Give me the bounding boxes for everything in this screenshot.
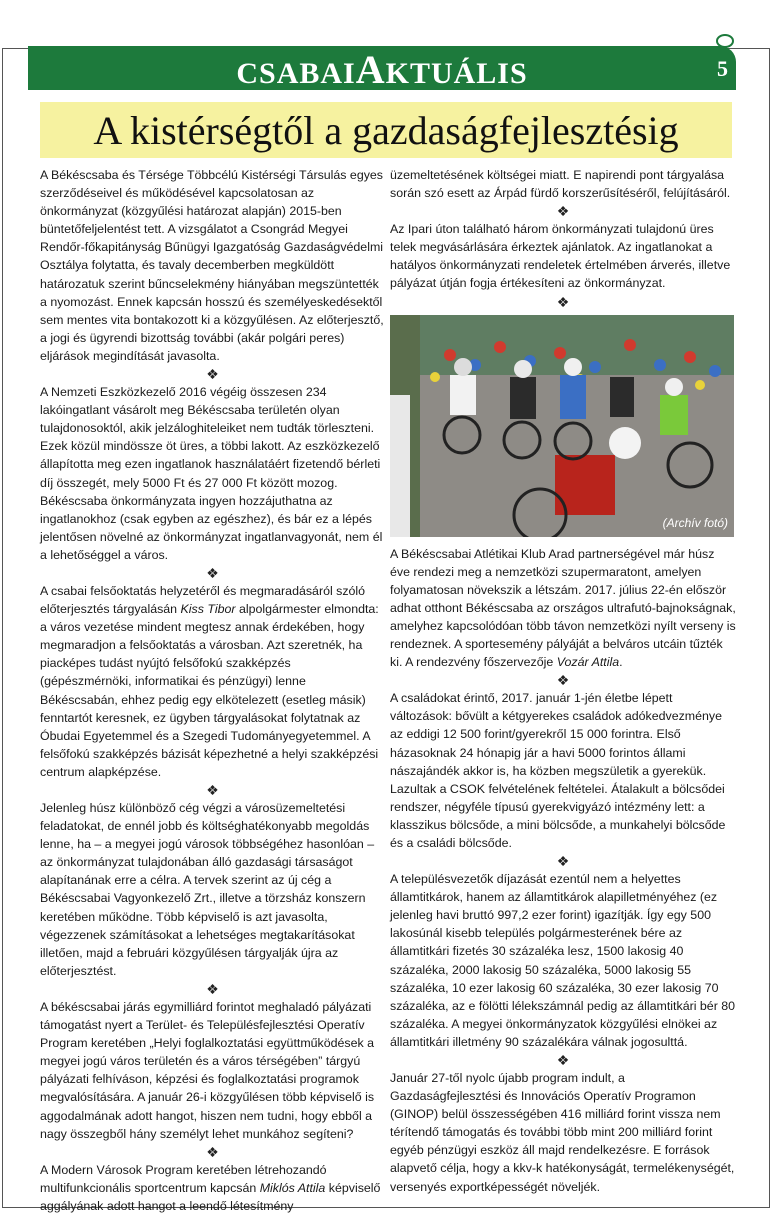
separator-icon: ❖ (206, 980, 219, 997)
brand-initial: A (355, 47, 386, 92)
paragraph-text: alpolgármester elmondta: a város vezetése mindent megtesz annak érdekében, hogy megmaradjon a felsőoktatás a városban. Azt szeretnék, ha piacképes tudást nyújtó felsőfokú szakképzés (gépészmérnöki, informatikai és pénzügyi) lenne Békéscsabán, ehhez pedig egy elkötelezett (esetleg másik) fenntartót keresnek, ez ügyben tárgyalásokat folytatnak az Óbudai Egyetemmel és a Szegedi Tudományegyetemmel. A felsőfokú szakképzés bázisát képezhetné a helyi szakképzési centrum alapképzése. (40, 602, 379, 779)
paragraph (40, 582, 385, 781)
separator-icon: ❖ (556, 1052, 570, 1068)
page-number: 5 (717, 56, 728, 81)
paragraph: Az Ipari úton található három önkormányzati tulajdonú üres telek megvásárlására érkeztek ajánlatok. Az ingatlanokat a hatályos önkormányzati rendeletek értelmében árverés, illetve pályázat útján fogja értékesíteni az önkormányzat. (390, 222, 731, 291)
publication-title (28, 48, 736, 96)
headline: A kistérségtől a gazdaságfejlesztésig (93, 108, 679, 153)
photo-caption: (Archív fotó) (662, 516, 728, 531)
brand-part2: KTUÁLIS (385, 57, 528, 90)
separator-icon: ❖ (206, 366, 219, 383)
paragraph: A településvezetők díjazását ezentúl nem a helyettes államtitkárok, hanem az államtitkárok alapilletményéhez (ez jelenleg havi bruttó 997,2 ezer forint) igazítják. Így egy 500 lakosúnál kisebb település polgármesterének bére az államtitkári fizetés 30 százaléka lesz, 1500 lakosig 40 százaléka, 2000 lakosig 50 százaléka, 5000 lakosig 55 százaléka, 10 ezer lakosig 60 százaléka, 30 ezer lakosig 70 százaléka, az e fölötti lélekszámnál pedig az államtitkári bér 80 százaléka. A megyei önkormányzatok közgyűlési elnökei az államtitkári illetmény 90 százalékára válnak jogosulttá. (390, 872, 736, 1049)
paragraph: Január 27-től nyolc újabb program indult, a Gazdaságfejlesztési és Innovációs Operatív Programon (GINOP) belül összességében 416 milliárd forint vissza nem térítendő támogatás és további több mint 200 milliárd forint egyéb pénzügyi eszköz áll majd rendelkezésre. E források alapvető célja, hogy a kkv-k hatékonyságát, termelékenységét, versenyés exportképességét növeljék. (390, 1071, 735, 1194)
right-column (390, 166, 736, 1196)
cyclists-photo (390, 315, 734, 537)
separator-icon: ❖ (556, 672, 570, 689)
paragraph: üzemeltetésének költségei miatt. E napirendi pont tárgyalása során szó esett az Árpád fürdő korszerűsítéséről, felújításáról. (390, 168, 731, 201)
separator-icon: ❖ (206, 564, 219, 581)
photo-illustration (390, 315, 734, 537)
separator-icon: ❖ (556, 853, 570, 870)
paragraph-text: A Modern Városok Program keretében létrehozandó multifunkcionális sportcentrum kapcsán (40, 1162, 327, 1195)
paragraph: A Nemzeti Eszközkezelő 2016 végéig összesen 234 lakóingatlant vásárolt meg Békéscsaba területén olyan tulajdonosoktól, akik jelzáloghiteleiket nem tudták törleszteni. Ezek közül mindössze öt üres, a többi lakott. Az eszközkezelő állapította meg ezen ingatlanok használatáért fizetendő bérleti díj összegét, mely 5000 Ft és 27 000 Ft között mozog. Békéscsaba önkormányzata ingyen hozzájuthatna az ingatlanokhoz (csak egyben az egészhez), és bár ez a lépés jelentősen növelné az önkormányzat ingatlanvagyonát, nem él a lehetőséggel a város. (40, 385, 383, 562)
paragraph (390, 545, 736, 672)
paragraph-text: A csabai felsőoktatás helyzetéről és megmaradásáról szóló előterjesztés tárgyalásán (40, 583, 366, 617)
separator-icon: ❖ (206, 782, 219, 798)
paragraph-text: . (619, 655, 623, 670)
paragraph: Jelenleg húsz különböző cég végzi a városüzemeltetési feladatokat, de ennél jobb és költséghatékonyabb megoldás lenne, ha – a megyei jogú városok többségéhez hasonlóan – az önkormányzat tulajdonában álló gazdasági társaságot alapítanának erre a célra. A tervek szerint az új cég a Békéscsabai Vagyonkezelő Zrt., illetve a törzsház konszern keretében működne. Több képviselő is azt javasolta, végezzenek számításokat a lehetséges megtakarításokat illetően, majd a februári közgyűlésen tárgyalják újra az előterjesztést. (40, 801, 375, 978)
person-name: Vozár Attila (556, 655, 620, 670)
paragraph: A Békéscsaba és Térsége Többcélú Kistérségi Társulás egyes szerződéseivel és működésével kapcsolatosan az önkormányzat (közgyűlési határozat alapján) 2015-ben büntetőfeljelentést tett. A vizsgálatot a Csongrád Megyei Rendőr-főkapitányság Bűnügyi Igazgatóság Gazdaságvédelmi Osztálya folytatta, és tavaly decemberben megküldött határozatuk szerint bűncselekmény hiányában megszüntették a nyomozást. Ennek kapcsán hosszú és személyeskedésektől sem mentes vita bontakozott ki a közgyűlésen. Az előterjesztő, a jogi és ügyrendi bizottság további (akár polgári peres) eljárások megindítását javasolta. (40, 168, 384, 363)
separator-icon: ❖ (556, 203, 570, 220)
left-column (40, 166, 385, 1215)
separator-icon: ❖ (556, 293, 570, 310)
person-name: Kiss Tibor (180, 602, 236, 617)
paragraph: A családokat érintő, 2017. január 1-jén életbe lépett változások: bővült a kétgyerekes családok adókedvezménye az eddigi 12 500 forint/gyerekről 15 000 forintra. Első házasoknak 24 hónapig jár a havi 5000 forintos állami nászajándék akkor is, ha közben megszületik a gyerekük. Lazultak a CSOK felvételének feltételei. Átalakult a bölcsődei rendszer, négyféle típusú gyerekvigyázó intézmény lett: a klasszikus bölcsőde, a mini bölcsőde, a munkahelyi bölcsőde és a családi bölcsőde. (390, 691, 726, 850)
brand-part1: CSABAI (236, 57, 356, 90)
paragraph (40, 1161, 385, 1215)
person-name: Miklós Attila (259, 1180, 326, 1195)
paragraph-text: képviselő aggályának adott hangot a leendő létesítmény (40, 1180, 381, 1213)
paragraph: A békéscsabai járás egymilliárd forintot meghaladó pályázati támogatást nyert a Terület- és Településfejlesztési Operatív Program keretében „Helyi foglalkoztatási együttműködések a megyei jogú város területén és a város térségében” tárgyú pályázati felhíváson, képzési és foglalkoztatási programok megvalósítására. A január 26-i közgyűlésen több képviselő is aggodalmának adott hangot, hiszen nem tudni, hogy ebből a nagy összegből hány személyt lehet munkához segíteni? (40, 999, 375, 1141)
paragraph-text: A Békéscsabai Atlétikai Klub Arad partnerségével már húsz éve rendezi meg a nemzetközi szupermaratont, amelyen folyamatosan növekszik a létszám. 2017. július 22-én először adhat otthont Békéscsaba az országos ultrafutó-bajnokságnak, amelyhez kapcsolódóan több távon nemzetközi nyílt verseny is rendeznek. A sportesemény pályáját a belváros utcáin tűzték ki. A rendezvény főszervezője (390, 546, 736, 670)
separator-icon: ❖ (206, 1143, 219, 1160)
